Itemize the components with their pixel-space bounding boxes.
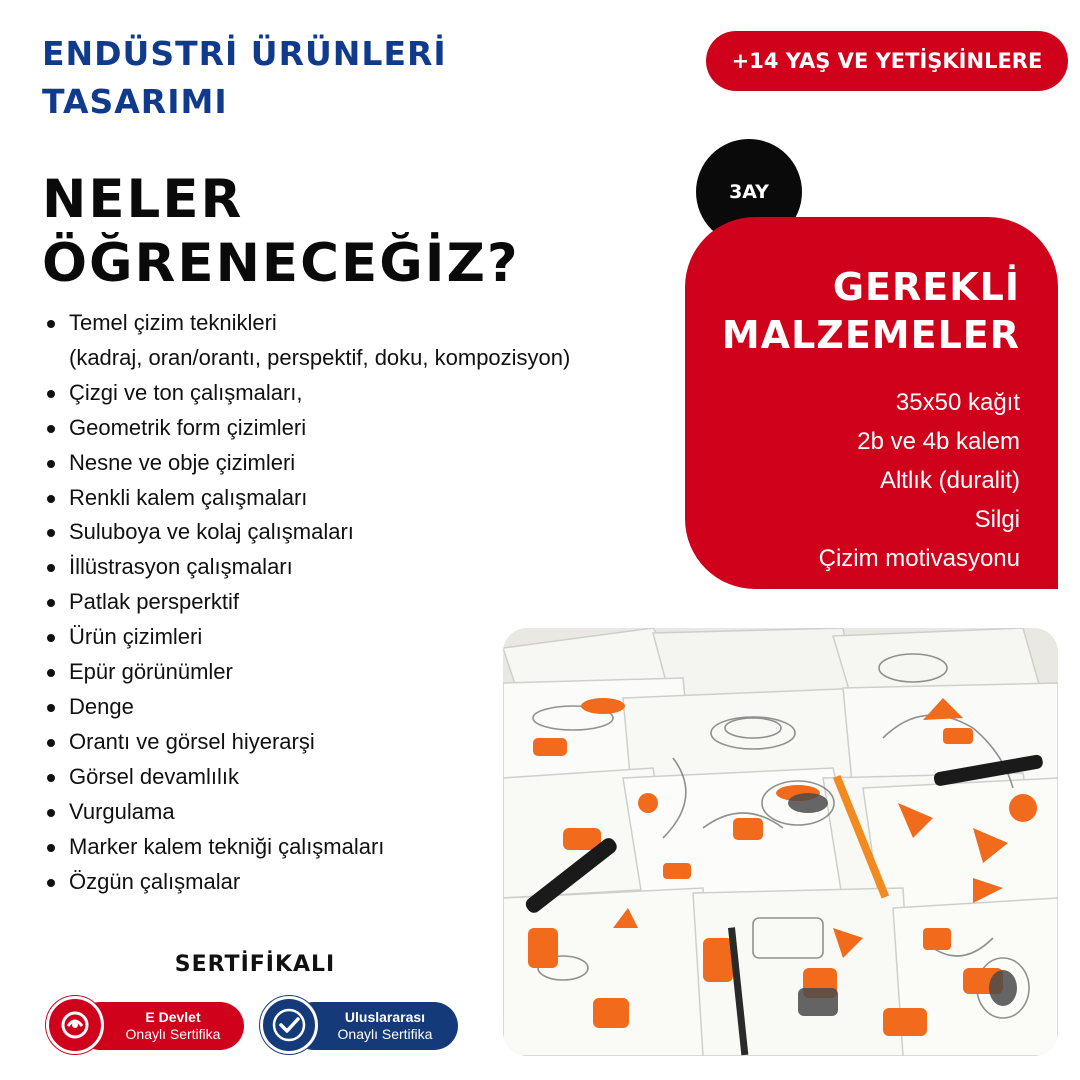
learn-heading-line1: NELER — [42, 169, 244, 230]
list-item: Patlak persperktif — [45, 585, 685, 620]
material-item: 2b ve 4b kalem — [857, 428, 1020, 455]
material-item: Çizim motivasyonu — [818, 545, 1020, 572]
learn-heading-line2: ÖĞRENECEĞİZ? — [42, 233, 520, 294]
list-item: Epür görünümler — [45, 655, 685, 690]
list-item: Ürün çizimleri — [45, 620, 685, 655]
list-item: Özgün çalışmalar — [45, 865, 685, 900]
materials-title-line2: MALZEMELER — [721, 313, 1020, 357]
checkmark-icon — [260, 996, 318, 1054]
list-item: Renkli kalem çalışmaları — [45, 481, 685, 516]
list-item: Görsel devamlılık — [45, 760, 685, 795]
list-item: İllüstrasyon çalışmaları — [45, 550, 685, 585]
course-title-line1: ENDÜSTRİ ÜRÜNLERİ — [42, 34, 447, 73]
materials-list — [705, 383, 1020, 578]
list-item: Çizgi ve ton çalışmaları, — [45, 376, 685, 411]
edevlet-badge-line2: Onaylı Sertifika — [125, 1026, 221, 1042]
intl-badge-line2: Onaylı Sertifika — [337, 1026, 433, 1042]
duration-label: 3AY — [729, 181, 769, 203]
material-item: Altlık (duralit) — [879, 467, 1020, 494]
material-item: Silgi — [974, 506, 1020, 533]
course-title — [42, 30, 602, 126]
list-item: Suluboya ve kolaj çalışmaları — [45, 515, 685, 550]
intl-badge-line1: Uluslararası — [344, 1009, 426, 1025]
materials-title-line1: GEREKLİ — [832, 265, 1020, 309]
list-item: Marker kalem tekniği çalışmaları — [45, 830, 685, 865]
list-item: Vurgulama — [45, 795, 685, 830]
topic-detail: (kadraj, oran/orantı, perspektif, doku, kompozisyon) — [69, 344, 571, 370]
materials-title — [705, 263, 1020, 359]
age-label: +14 YAŞ VE YETİŞKİNLERE — [731, 49, 1043, 73]
materials-panel — [685, 217, 1058, 589]
material-item: 35x50 kağıt — [895, 389, 1020, 416]
sketch-illustration — [503, 628, 1058, 1056]
list-item: Nesne ve obje çizimleri — [45, 446, 685, 481]
sketch-photo — [503, 628, 1058, 1056]
certificate-title: SERTİFİKALI — [174, 952, 336, 977]
edevlet-logo-icon — [46, 996, 104, 1054]
list-item — [45, 306, 685, 376]
edevlet-badge-line1: E Devlet — [145, 1009, 201, 1025]
list-item: Geometrik form çizimleri — [45, 411, 685, 446]
learn-heading — [42, 168, 662, 296]
list-item: Denge — [45, 690, 685, 725]
age-badge — [706, 31, 1068, 91]
course-title-line2: TASARIMI — [42, 82, 228, 121]
list-item: Orantı ve görsel hiyerarşi — [45, 725, 685, 760]
topic-label: Temel çizim teknikleri — [69, 310, 277, 335]
